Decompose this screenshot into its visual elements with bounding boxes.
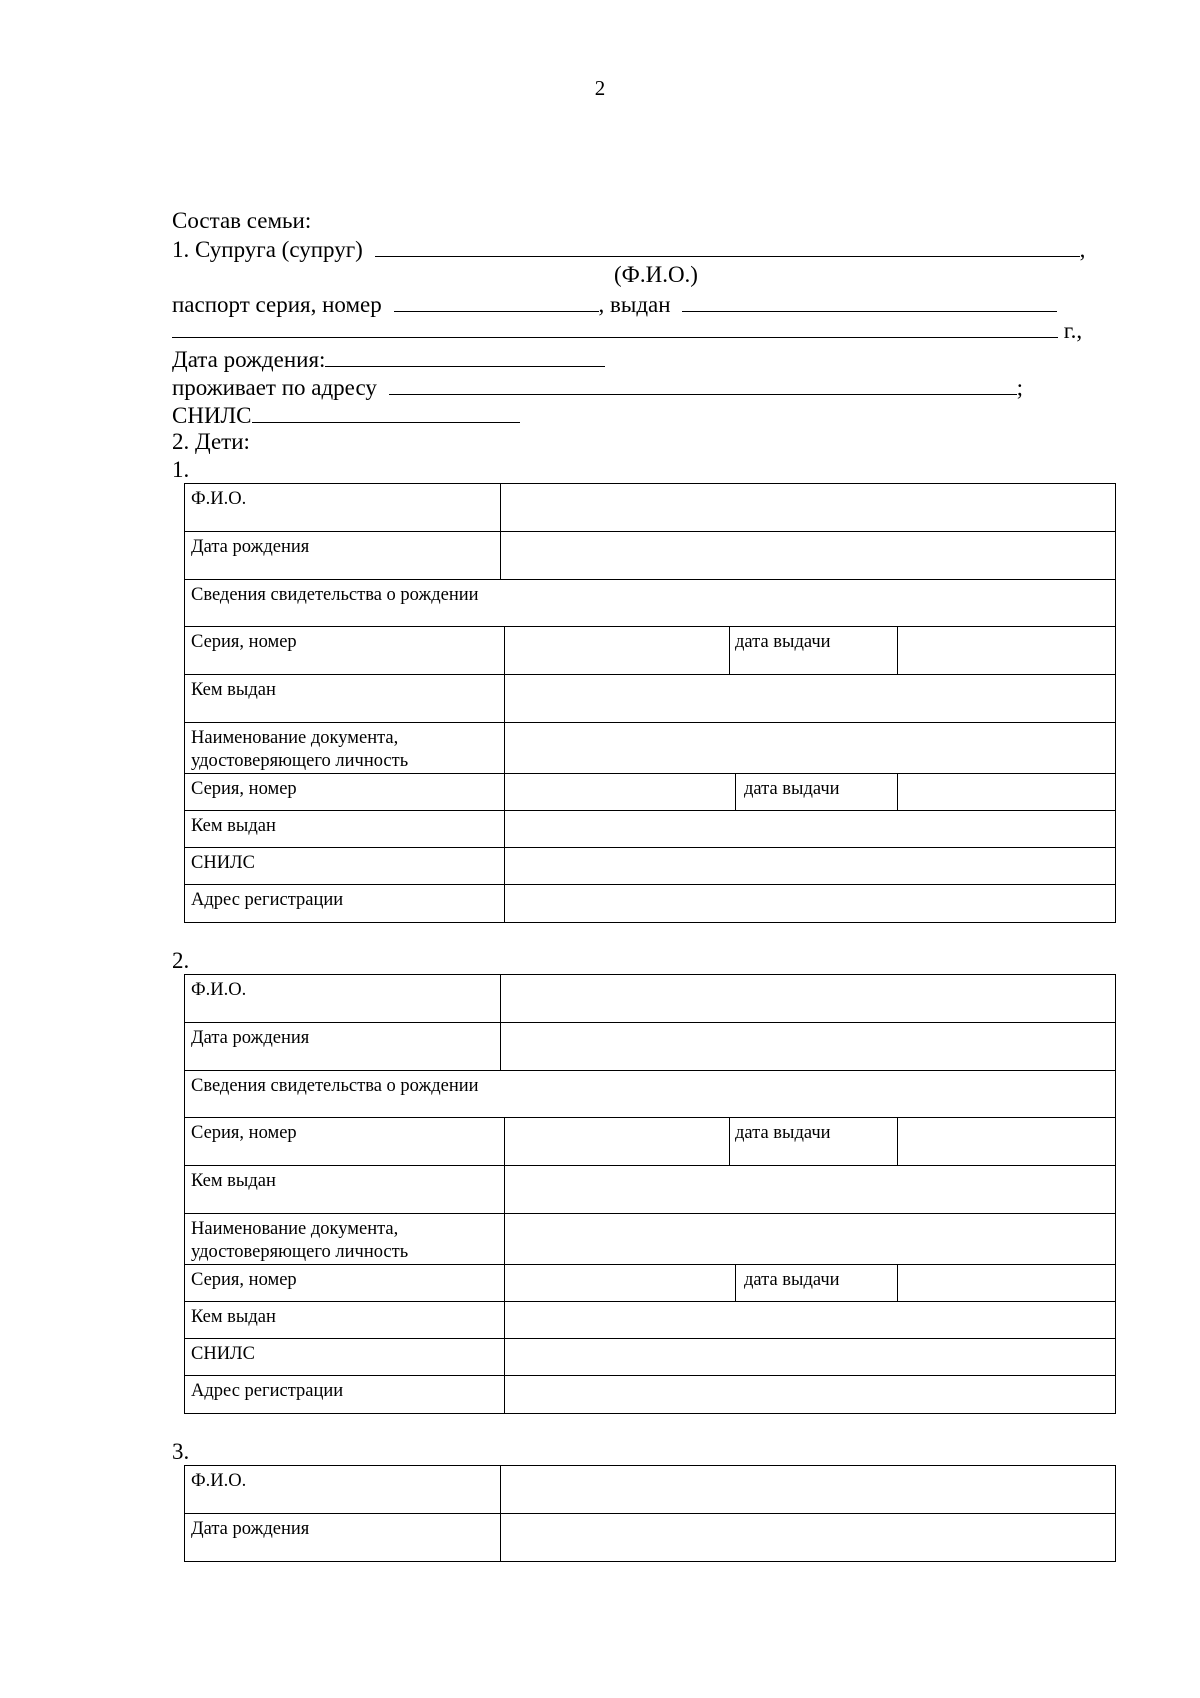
spouse-line xyxy=(172,234,1085,264)
child-table xyxy=(184,974,1116,1414)
snils-label: СНИЛС xyxy=(172,403,252,428)
fio-label: Ф.И.О. xyxy=(185,975,501,1023)
issued-by-field[interactable] xyxy=(505,1302,1116,1339)
issue-date-label: дата выдачи xyxy=(736,1265,898,1302)
child-number: 2. xyxy=(172,948,190,973)
series-number-label: Серия, номер xyxy=(185,1118,505,1166)
year-suffix: г., xyxy=(1063,318,1083,343)
series-number-label: Серия, номер xyxy=(185,774,505,811)
fio-label: Ф.И.О. xyxy=(185,1466,501,1514)
issued-label: , выдан xyxy=(598,292,671,317)
series-number-field[interactable] xyxy=(505,1118,730,1166)
birth-date-label: Дата рождения xyxy=(185,1514,501,1562)
fio-field[interactable] xyxy=(501,484,1116,532)
family-heading: Состав семьи: xyxy=(172,208,312,233)
passport-label: паспорт серия, номер xyxy=(172,292,382,317)
reg-address-label: Адрес регистрации xyxy=(185,885,505,923)
birth-date-label: Дата рождения xyxy=(185,532,501,580)
series-number-field[interactable] xyxy=(505,1265,736,1302)
reg-address-field[interactable] xyxy=(505,1376,1116,1414)
birth-date-label: Дата рождения xyxy=(185,1023,501,1071)
issue-date-label: дата выдачи xyxy=(730,627,898,675)
issued-by-label: Кем выдан xyxy=(185,1302,505,1339)
issued-by-label: Кем выдан xyxy=(185,675,505,723)
id-doc-field[interactable] xyxy=(505,723,1116,774)
reg-address-label: Адрес регистрации xyxy=(185,1376,505,1414)
passport-issued-line xyxy=(172,315,1082,345)
birth-date-field[interactable] xyxy=(501,1023,1116,1071)
fio-field[interactable] xyxy=(501,1466,1116,1514)
reg-address-field[interactable] xyxy=(505,885,1116,923)
spouse-birth-field[interactable] xyxy=(325,344,605,367)
snils-field[interactable] xyxy=(505,848,1116,885)
birth-cert-label: Сведения свидетельства о рождении xyxy=(185,1071,1116,1118)
fio-field[interactable] xyxy=(501,975,1116,1023)
spouse-address-field[interactable] xyxy=(389,372,1017,395)
id-doc-field[interactable] xyxy=(505,1214,1116,1265)
issue-date-field[interactable] xyxy=(898,1118,1116,1166)
series-number-field[interactable] xyxy=(505,774,736,811)
fio-label: Ф.И.О. xyxy=(185,484,501,532)
spouse-label: 1. Супруга (супруг) xyxy=(172,237,363,262)
birth-date-field[interactable] xyxy=(501,532,1116,580)
issue-date-label: дата выдачи xyxy=(736,774,898,811)
issue-date-label: дата выдачи xyxy=(730,1118,898,1166)
issue-date-field[interactable] xyxy=(898,1265,1116,1302)
id-doc-label: Наименование документа, удостоверяющего личность xyxy=(185,723,505,774)
passport-number-field[interactable] xyxy=(394,289,599,312)
issued-by-field[interactable] xyxy=(505,675,1116,723)
child-number: 3. xyxy=(172,1439,190,1464)
birth-line xyxy=(172,344,605,374)
issued-by-field[interactable] xyxy=(505,1166,1116,1214)
fio-hint: (Ф.И.О.) xyxy=(614,262,698,287)
snils-field[interactable] xyxy=(505,1339,1116,1376)
child-number: 1. xyxy=(172,457,190,482)
issued-by-field[interactable] xyxy=(505,811,1116,848)
birth-date-field[interactable] xyxy=(501,1514,1116,1562)
series-number-label: Серия, номер xyxy=(185,627,505,675)
child-table xyxy=(184,1465,1116,1562)
snils-line xyxy=(172,400,520,430)
issue-date-field[interactable] xyxy=(898,627,1116,675)
birth-label: Дата рождения: xyxy=(172,347,326,372)
address-label: проживает по адресу xyxy=(172,375,377,400)
birth-cert-label: Сведения свидетельства о рождении xyxy=(185,580,1116,627)
passport-issued-by-field[interactable] xyxy=(682,289,1057,312)
snils-label: СНИЛС xyxy=(185,848,505,885)
address-line xyxy=(172,372,1023,402)
id-doc-label: Наименование документа, удостоверяющего личность xyxy=(185,1214,505,1265)
address-semicolon: ; xyxy=(1016,375,1024,400)
issue-date-field[interactable] xyxy=(898,774,1116,811)
spouse-snils-field[interactable] xyxy=(252,400,520,423)
passport-issued-cont-field[interactable] xyxy=(172,315,1058,338)
spouse-name-field[interactable] xyxy=(375,234,1080,257)
series-number-label: Серия, номер xyxy=(185,1265,505,1302)
spouse-comma: , xyxy=(1079,237,1086,262)
children-heading: 2. Дети: xyxy=(172,429,250,454)
page-number: 2 xyxy=(594,76,606,100)
snils-label: СНИЛС xyxy=(185,1339,505,1376)
series-number-field[interactable] xyxy=(505,627,730,675)
issued-by-label: Кем выдан xyxy=(185,811,505,848)
child-table xyxy=(184,483,1116,923)
issued-by-label: Кем выдан xyxy=(185,1166,505,1214)
